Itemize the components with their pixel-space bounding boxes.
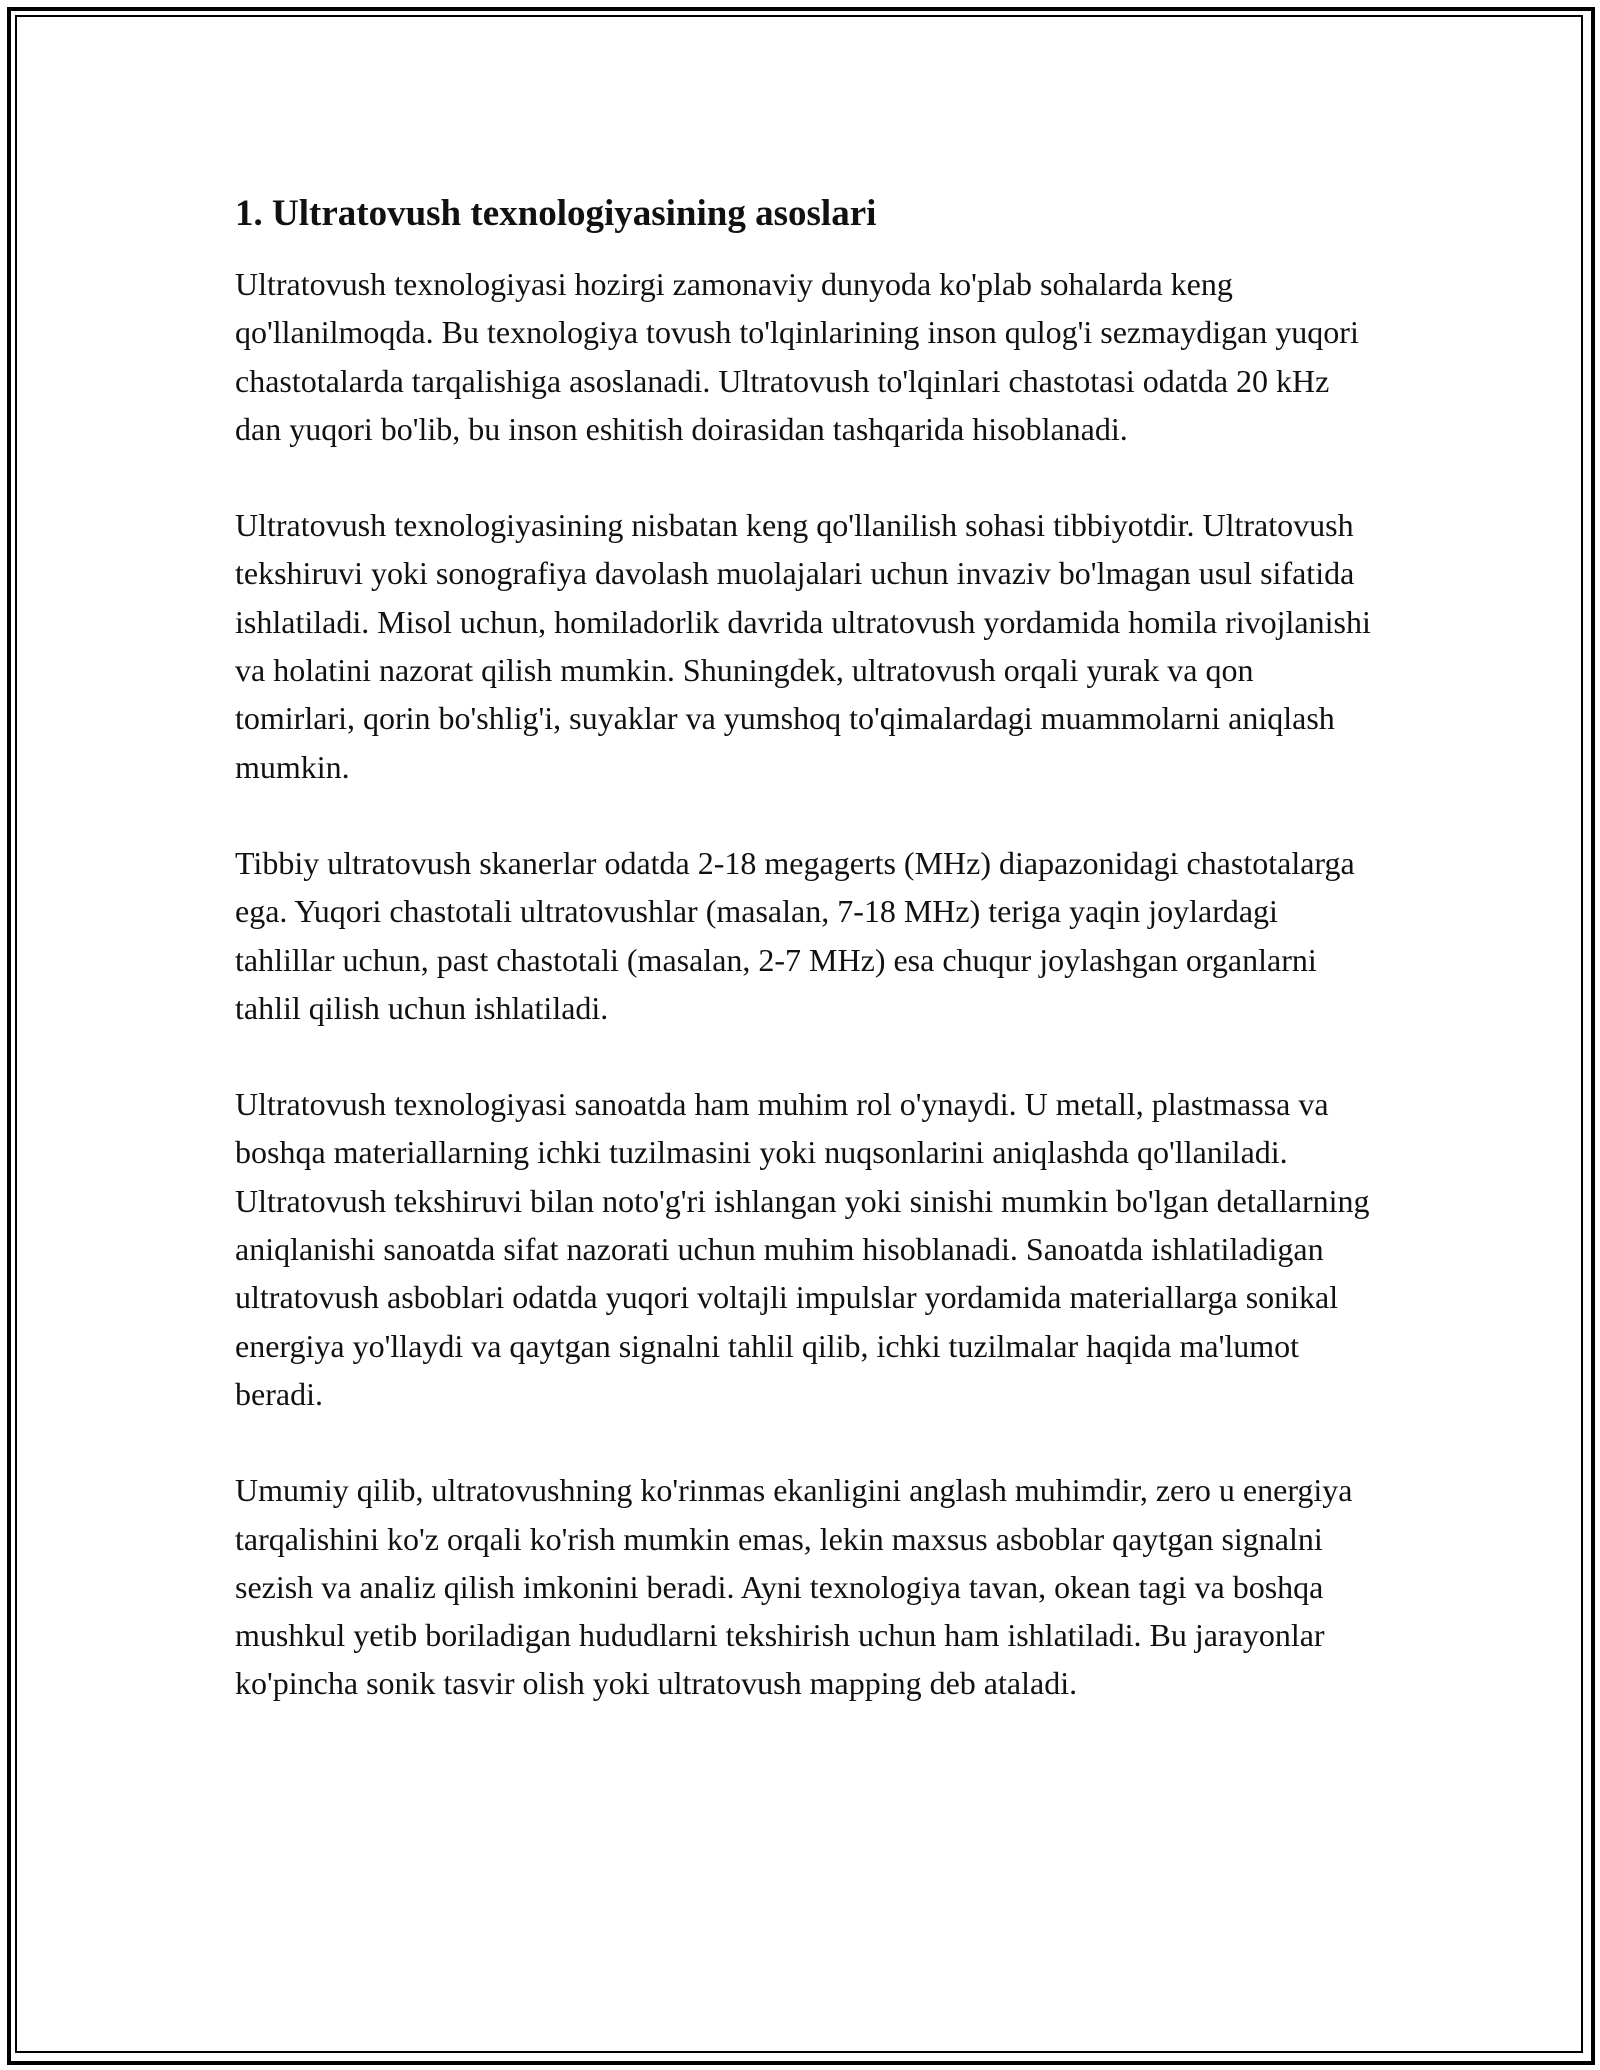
document-body <box>235 188 1375 1756</box>
paragraph-medicine: Ultratovush texnologiyasining nisbatan keng qo'llanilish sohasi tibbiyotdir. Ultratovush tekshiruvi yoki sonografiya davolash muolajalari uchun invaziv bo'lmagan usul sifatida ishlatiladi. Misol uchun, homiladorlik davrida ultratovush yordamida homila rivojlanishi va holatini nazorat qilish mumkin. Shuningdek, ultratovush orqali yurak va qon tomirlari, qorin bo'shlig'i, suyaklar va yumshoq to'qimalardagi muammolarni aniqlash mumkin. <box>235 507 1371 785</box>
paragraph-conclusion: Umumiy qilib, ultratovushning ko'rinmas ekanligini anglash muhimdir, zero u energiya tarqalishini ko'z orqali ko'rish mumkin emas, lekin maxsus asboblar qaytgan signalni sezish va analiz qilish imkonini beradi. Ayni texnologiya tavan, okean tagi va boshqa mushkul yetib boriladigan hududlarni tekshirish uchun ham ishlatiladi. Bu jarayonlar ko'pincha sonik tasvir olish yoki ultratovush mapping deb ataladi. <box>235 1472 1353 1702</box>
section-heading: 1. Ultratovush texnologiyasining asoslari <box>235 193 877 234</box>
paragraph-frequencies: Tibbiy ultratovush skanerlar odatda 2-18 megagerts (MHz) diapazonidagi chastotalarga ega. Yuqori chastotali ultratovushlar (masalan, 7-18 MHz) teriga yaqin joylardagi tahlillar uchun, past chastotali (masalan, 2-7 MHz) esa chuqur joylashgan organlarni tahlil qilish uchun ishlatiladi. <box>235 844 1355 1026</box>
paragraph-intro: Ultratovush texnologiyasi hozirgi zamonaviy dunyoda ko'plab sohalarda keng qo'llanilmoqda. Bu texnologiya tovush to'lqinlarining inson qulog'i sezmaydigan yuqori chastotalarda tarqalishiga asoslanadi. Ultratovush to'lqinlari chastotasi odatda 20 kHz dan yuqori bo'lib, bu inson eshitish doirasidan tashqarida hisoblanadi. <box>235 266 1359 447</box>
paragraph-industry: Ultratovush texnologiyasi sanoatda ham muhim rol o'ynaydi. U metall, plastmassa va boshqa materiallarning ichki tuzilmasini yoki nuqsonlarini aniqlashda qo'llaniladi. Ultratovush tekshiruvi bilan noto'g'ri ishlangan yoki sinishi mumkin bo'lgan detallarning aniqlanishi sanoatda sifat nazorati uchun muhim hisoblanadi. Sanoatda ishlatiladigan ultratovush asboblari odatda yuqori voltajli impulslar yordamida materiallarga sonikal energiya yo'llaydi va qaytgan signalni tahlil qilib, ichki tuzilmalar haqida ma'lumot beradi. <box>235 1086 1370 1412</box>
